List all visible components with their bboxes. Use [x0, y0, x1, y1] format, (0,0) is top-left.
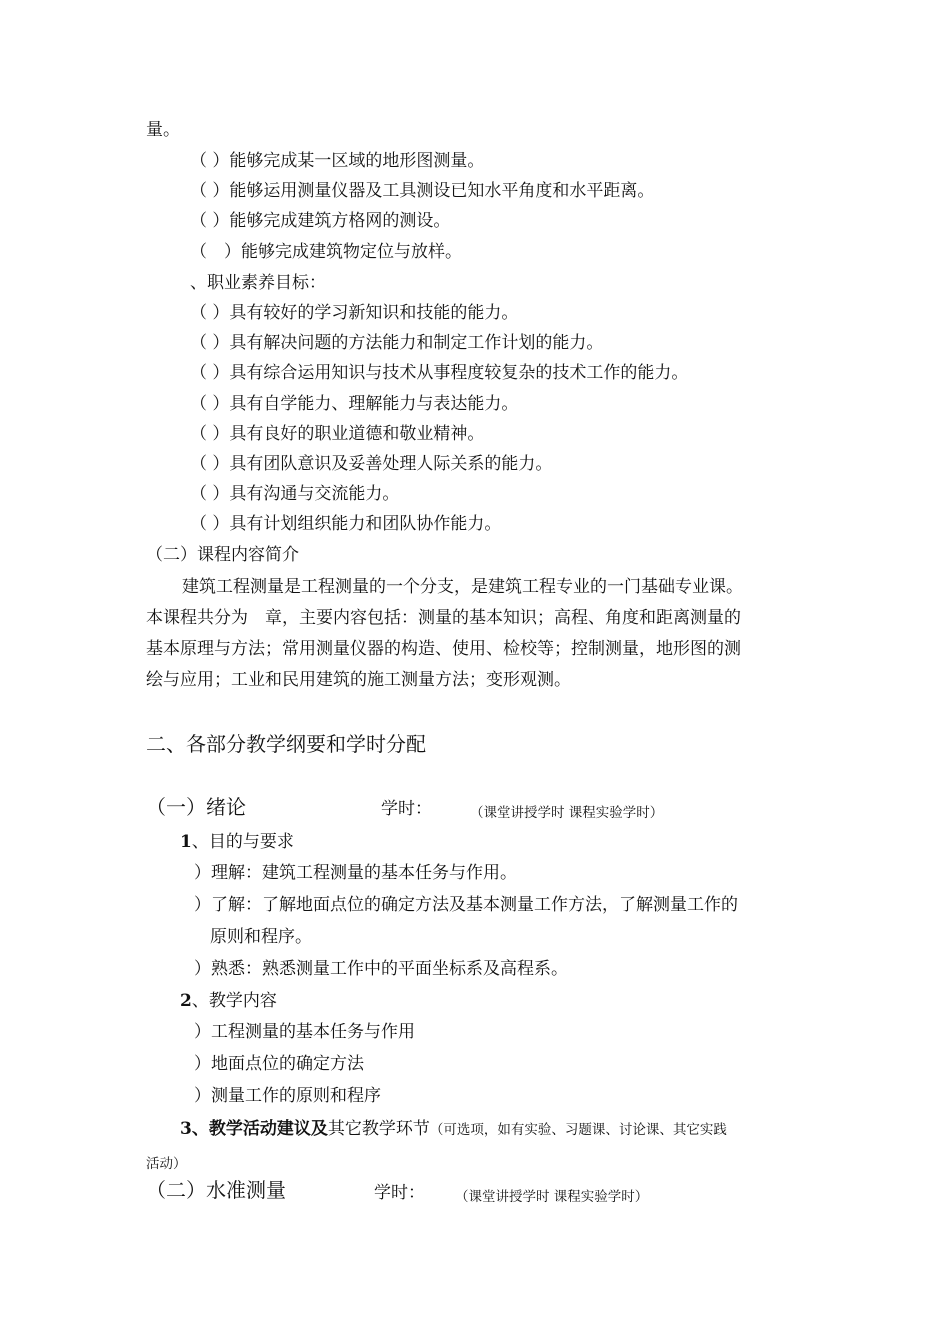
paragraph-line: 本课程共分为 章，主要内容包括：测量的基本知识；高程、角度和距离测量的 [146, 608, 741, 628]
list-item: ）工程测量的基本任务与作用 [194, 1022, 415, 1042]
item-note-cont: 活动） [146, 1156, 187, 1172]
part-number: （一） [146, 795, 206, 819]
list-item: （ ）具有解决问题的方法能力和制定工作计划的能力。 [190, 333, 604, 353]
list-item: （ ）具有自学能力、理解能力与表达能力。 [190, 394, 519, 414]
list-item: （ ）能够完成建筑方格网的测设。 [190, 211, 451, 231]
list-item: （ ）具有较好的学习新知识和技能的能力。 [190, 303, 519, 323]
list-item-cont: 原则和程序。 [210, 927, 312, 947]
part-title: 绪论 [206, 795, 246, 819]
item-number: 3 [180, 1119, 192, 1139]
item-title: 其它教学环节 [327, 1119, 430, 1139]
list-item: ）了解：了解地面点位的确定方法及基本测量工作方法，了解测量工作的 [194, 895, 738, 915]
list-item: （ ）具有计划组织能力和团队协作能力。 [190, 514, 502, 534]
part-title: 水准测量 [206, 1178, 286, 1202]
list-item: ）测量工作的原则和程序 [194, 1086, 381, 1106]
hours-label: 学时： [381, 799, 432, 819]
hours-note: （课堂讲授学时 课程实验学时） [470, 805, 664, 821]
list-item: （ ）具有良好的职业道德和敬业精神。 [190, 424, 485, 444]
list-item: ）熟悉：熟悉测量工作中的平面坐标系及高程系。 [194, 959, 568, 979]
list-item: ）地面点位的确定方法 [194, 1054, 364, 1074]
text-line: 量。 [146, 120, 180, 140]
section-heading: 二、各部分教学纲要和学时分配 [146, 732, 426, 756]
paragraph-line: 绘与应用；工业和民用建筑的施工测量方法；变形观测。 [146, 670, 571, 690]
subsection-label: 、职业素养目标： [190, 273, 326, 293]
list-item: （ ）具有综合运用知识与技术从事程度较复杂的技术工作的能力。 [190, 363, 689, 383]
item-heading [180, 1118, 727, 1141]
list-item: ）理解：建筑工程测量的基本任务与作用。 [194, 863, 517, 883]
item-title-bold: 、教学活动建议及 [191, 1119, 328, 1139]
item-title: 、教学内容 [191, 991, 277, 1011]
list-item: （ ）具有团队意识及妥善处理人际关系的能力。 [190, 454, 553, 474]
item-heading [180, 990, 277, 1012]
part-heading [146, 1177, 286, 1203]
part-heading [146, 794, 246, 820]
list-item: （ ）能够运用测量仪器及工具测设已知水平角度和水平距离。 [190, 181, 655, 201]
list-item: （ ）能够完成建筑物定位与放样。 [190, 242, 462, 262]
paragraph-line: 基本原理与方法；常用测量仪器的构造、使用、检校等；控制测量，地形图的测 [146, 639, 741, 659]
item-heading [180, 831, 294, 853]
item-number: 2 [180, 991, 192, 1011]
part-number: （二） [146, 1178, 206, 1202]
list-item: （ ）具有沟通与交流能力。 [190, 484, 400, 504]
list-item: （ ）能够完成某一区域的地形图测量。 [190, 151, 485, 171]
paragraph-line: 建筑工程测量是工程测量的一个分支，是建筑工程专业的一门基础专业课。 [182, 577, 743, 597]
item-note: （可选项，如有实验、习题课、讨论课、其它实践 [429, 1122, 727, 1138]
hours-note: （课堂讲授学时 课程实验学时） [455, 1189, 649, 1205]
item-number: 1 [180, 832, 192, 852]
item-title: 、目的与要求 [191, 832, 294, 852]
hours-label: 学时： [374, 1183, 425, 1203]
subsection-heading: （二）课程内容简介 [146, 545, 299, 565]
